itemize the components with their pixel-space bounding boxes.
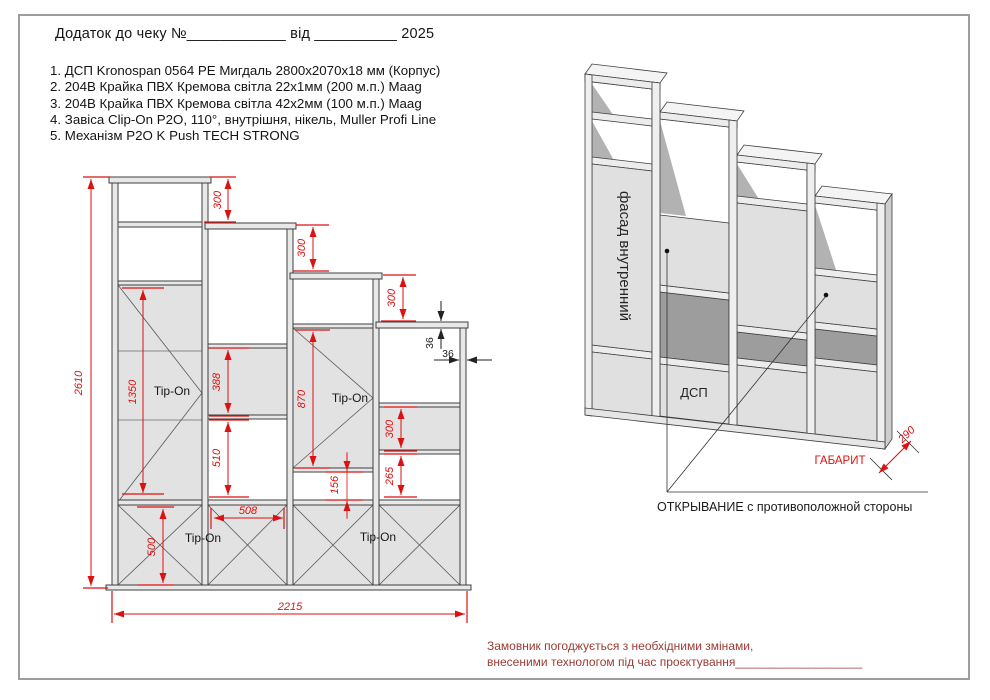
dim-door1: 1350	[127, 379, 139, 405]
opening-note: ОТКРЫВАНИЕ с противоположной стороны	[657, 500, 913, 514]
tipon-label: Tip-On	[153, 384, 191, 398]
material-item: 3. 204В Крайка ПВХ Кремова світла 42х2мм (100 м.п.) Maag	[50, 95, 422, 111]
tipon-label: Tip-On	[331, 391, 369, 405]
dsp-label: ДСП	[680, 385, 708, 400]
tipon-label: Tip-On	[184, 531, 222, 545]
facade-label: фасад внутренний	[616, 190, 633, 322]
dim-open4: 265	[384, 466, 396, 486]
page-title: Додаток до чеку №____________ від __________ 2025	[55, 26, 435, 42]
dim-top-gap: 300	[212, 190, 224, 210]
gabarit-label: ГАБАРИТ	[814, 455, 866, 467]
agreement-line1: Замовник погоджується з необхідними змінами,	[487, 639, 754, 653]
agreement-line2: внесеними технологом під час проєктування___________________	[487, 654, 863, 669]
dim-drawer: 300	[384, 419, 396, 439]
material-item: 4. Завіса Clip-On P2O, 110°, внутрішня, нікель, Muller Profi Line	[50, 111, 437, 127]
tipon-label: Tip-On	[359, 530, 397, 544]
dim-step2: 300	[296, 238, 308, 258]
dim-total-width: 2215	[277, 601, 303, 613]
dim-panel-h: 36	[442, 348, 454, 360]
dim-gap3: 156	[329, 475, 341, 495]
depth-dimension: 290	[896, 424, 918, 446]
dim-inner-width: 508	[238, 505, 258, 517]
dim-bottom-door: 500	[146, 537, 158, 557]
customer-agreement-note	[487, 639, 862, 670]
dim-door2: 388	[211, 372, 223, 392]
dim-panel-v: 36	[424, 337, 436, 349]
perspective-drawing	[585, 64, 928, 492]
dim-door3: 870	[296, 389, 308, 409]
dim-step3: 300	[386, 288, 398, 308]
dim-total-height: 2610	[73, 370, 85, 396]
material-item: 5. Механізм P2O K Push TECH STRONG	[50, 128, 300, 144]
material-item: 2. 204В Крайка ПВХ Кремова світла 22х1мм (200 м.п.) Maag	[50, 79, 422, 95]
dim-open2: 510	[211, 448, 223, 468]
material-item: 1. ДСП Kronospan 0564 PE Мигдаль 2800х2070х18 мм (Корпус)	[50, 63, 441, 78]
